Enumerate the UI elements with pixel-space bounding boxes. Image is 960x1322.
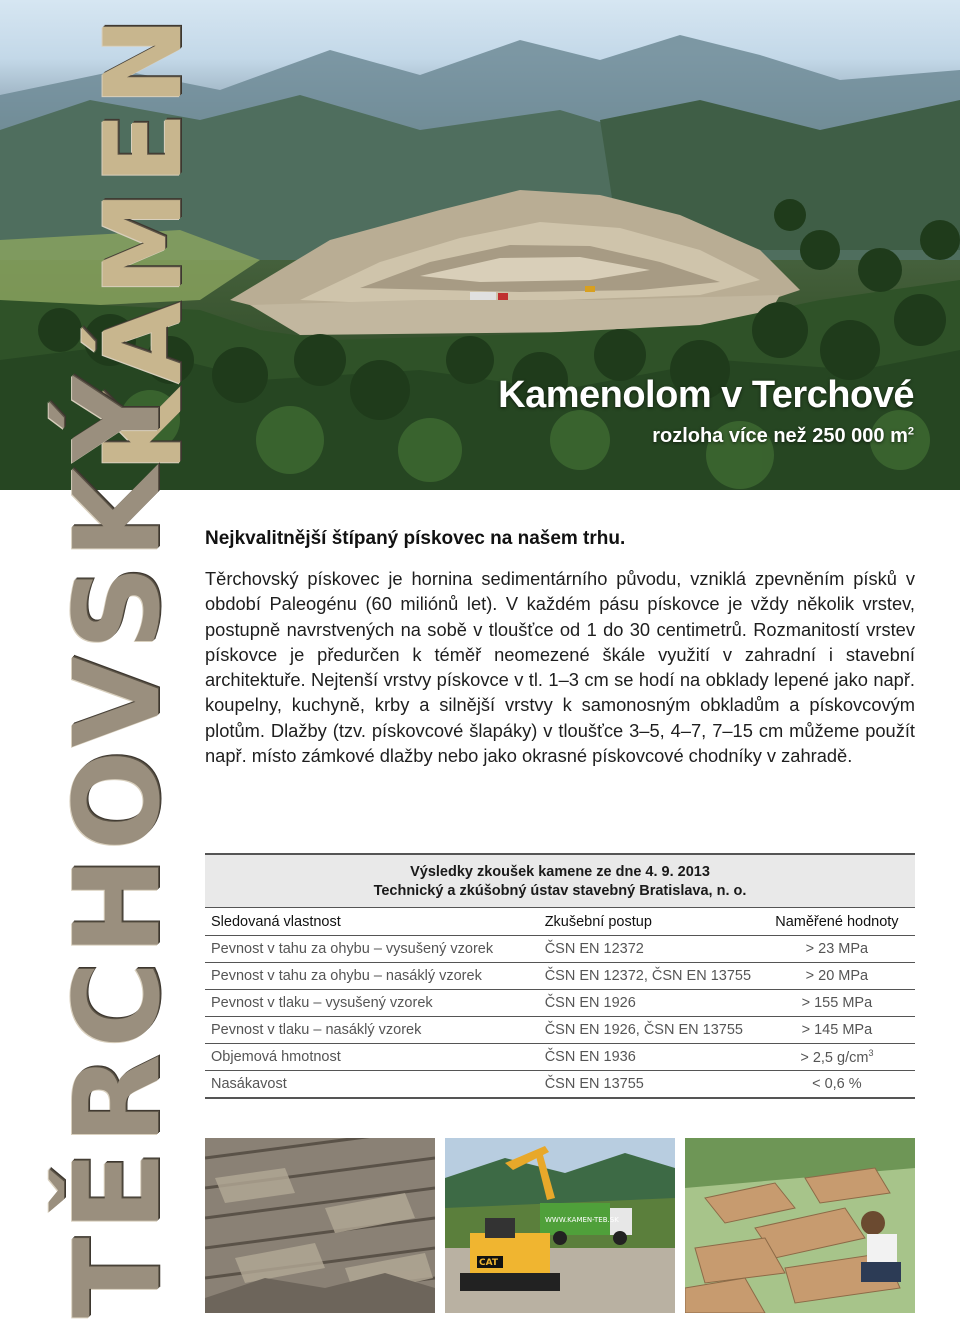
cell-value: < 0,6 %	[759, 1071, 915, 1099]
cell-method: ČSN EN 12372	[539, 936, 759, 963]
table-row	[205, 1071, 915, 1099]
cell-method: ČSN EN 12372, ČSN EN 13755	[539, 963, 759, 990]
cell-method: ČSN EN 1926, ČSN EN 13755	[539, 1017, 759, 1044]
intro-lead: Nejkvalitnější štípaný pískovec na našem trhu.	[205, 528, 626, 549]
photo-excavator-truck	[445, 1138, 675, 1313]
cell-property: Pevnost v tahu za ohybu – nasáklý vzorek	[205, 963, 539, 990]
intro-section	[205, 528, 915, 768]
cell-value-density: > 2,5 $g/cm^3$	[759, 1044, 915, 1071]
results-heading-date: Výsledky zkoušek kamene ze dne 4. 9. 2013	[410, 864, 710, 880]
cell-value: > 145 MPa	[759, 1017, 915, 1044]
intro-paragraph: Těrchovský pískovec je hornina sedimentárního původu, vzniklá zpevněním písků v období Paleogénu (60 miliónů let). V každém pásu pískovce je vždy několik vrstev, postupně navrstvených na sobě v tloušťce od 1 do 30 centimetrů. Rozmanitostí vrstev pískovce je předurčen k téměř neomezené škále využití v zahradní i stavební architektuře. Nejtenší vrstvy pískovce v tl. 1–3 cm se hodí na obklady lepené jako např. koupelny, kuchyně, krby a silnější vrstvy k samonosným obkladům a pískovcovým plotům. Dlažby (tzv. pískovcové šlapáky) v tloušťce 3–5, 4–7, 7–15 cm můžeme použít např. místo zámkové dlažby nebo jako okrasné pískovcové chodníky v zahradě.	[205, 568, 915, 767]
test-results-table	[205, 853, 915, 1099]
column-header-property: Sledovaná vlastnost	[205, 908, 539, 936]
cell-property: Objemová hmotnost	[205, 1044, 539, 1071]
results-heading	[205, 853, 915, 908]
vertical-title-terchovsky: TĚRCHOVSKÝ	[48, 370, 186, 1318]
cell-property: Nasákavost	[205, 1071, 539, 1099]
cell-property: Pevnost v tlaku – nasáklý vzorek	[205, 1017, 539, 1044]
column-header-values: Naměřené hodnoty	[759, 908, 915, 936]
column-header-method: Zkušební postup	[539, 908, 759, 936]
photo-stone-layers	[205, 1138, 435, 1313]
cell-value: > 155 MPa	[759, 990, 915, 1017]
cell-value: > 20 MPa	[759, 963, 915, 990]
table-row	[205, 963, 915, 990]
cell-method: ČSN EN 1926	[539, 990, 759, 1017]
table-header-row	[205, 908, 915, 936]
table-row	[205, 1044, 915, 1071]
excavator-logo: CAT	[479, 1258, 499, 1268]
photo-worker-with-stones	[685, 1138, 915, 1313]
hero-title: Kamenolom v Terchové	[498, 374, 914, 416]
table-row	[205, 936, 915, 963]
results-heading-institute: Technický a zkúšobný ústav stavebný Bratislava, n. o.	[373, 883, 747, 899]
truck-side-text: WWW.KAMEN-TEB.SK	[545, 1216, 619, 1224]
cell-value: > 23 MPa	[759, 936, 915, 963]
cell-property: Pevnost v tahu za ohybu – vysušený vzorek	[205, 936, 539, 963]
table-row	[205, 1017, 915, 1044]
hero-subtitle: rozloha více než 250 000 $m^2$	[652, 425, 914, 447]
vertical-title-kamen: KÁMEN	[82, 11, 205, 472]
cell-method: ČSN EN 13755	[539, 1071, 759, 1099]
cell-property: Pevnost v tlaku – vysušený vzorek	[205, 990, 539, 1017]
cell-method: ČSN EN 1936	[539, 1044, 759, 1071]
results-grid	[205, 908, 915, 1099]
table-row	[205, 990, 915, 1017]
